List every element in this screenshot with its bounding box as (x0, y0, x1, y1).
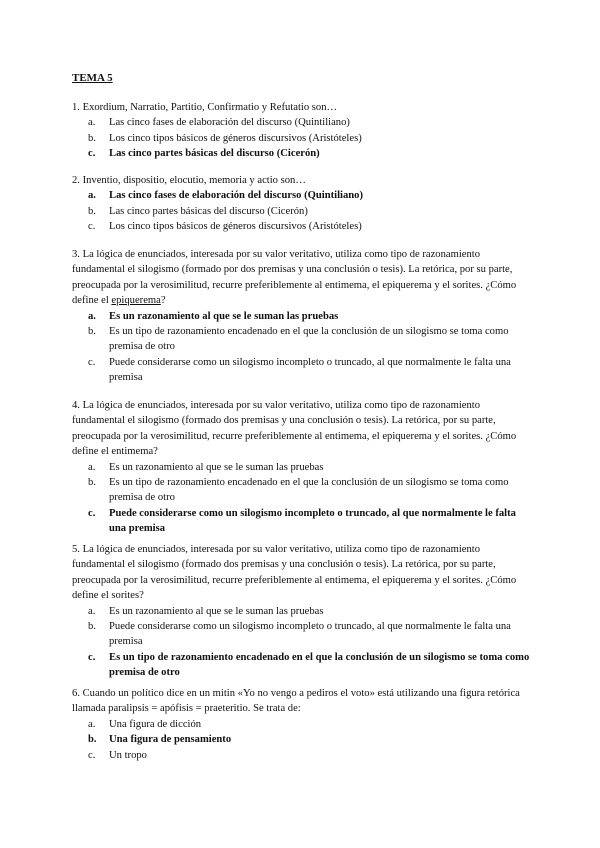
option-b-correct: b. Una figura de pensamiento (88, 734, 232, 746)
option-list (72, 188, 534, 234)
option-text: Es un razonamiento al que se le suman las pruebas (109, 605, 324, 617)
option-text: Es un tipo de razonamiento encadenado en el que la conclusión de un silogismo se toma como premisa de otro (109, 651, 530, 679)
option-list (72, 717, 534, 763)
question-stem: 4. La lógica de enunciados, interesada por su valor veritativo, utiliza como tipo de razonamiento fundamental el silogismo (formado dos premisas y una conclusión o tesis). La retórica, por su parte, preocupada por la verosimilitud, recurre preferiblemente al entimema, el epiquerema y el sorites. ¿Cómo define el entimema? (72, 400, 517, 458)
option-b: b. Puede considerarse como un silogismo incompleto o truncado, al que normalmente le falta una premisa (88, 621, 511, 648)
question-stem: 3. La lógica de enunciados, interesada por su valor veritativo, utiliza como tipo de razonamiento fundamental el silogismo (formado por dos premisas y una conclusión o tesis). La retórica, por su parte, preocupada por la verosimilitud, recurre preferiblemente al entimema, el epiquerema y el sorites. ¿Cómo define el epiquerema? (72, 249, 517, 307)
option-a-correct: a. Las cinco fases de elaboración del discurso (Quintiliano) (88, 190, 363, 202)
option-a-correct: a. Es un razonamiento al que se le suman las pruebas (88, 310, 339, 322)
option-b: b. Los cinco tipos básicos de géneros discursivos (Aristóteles) (88, 132, 362, 144)
option-text: Es un razonamiento al que se le suman las pruebas (109, 310, 339, 322)
question-4 (72, 398, 534, 537)
option-text: Es un tipo de razonamiento encadenado en el que la conclusión de un silogismo se toma como premisa de otro (109, 477, 509, 504)
underlined-term: epiquerema (111, 295, 161, 307)
option-a: a. Es un razonamiento al que se le suman las pruebas (88, 605, 324, 617)
question-5 (72, 542, 534, 681)
option-b: b. Las cinco partes básicas del discurso (Cicerón) (88, 205, 308, 217)
option-c: c. Un tropo (88, 749, 147, 761)
option-text: Puede considerarse como un silogismo incompleto o truncado, al que normalmente le falta una premisa (109, 507, 516, 535)
option-text: Es un tipo de razonamiento encadenado en el que la conclusión de un silogismo se toma como premisa de otro (109, 326, 509, 353)
option-c-correct: c. Las cinco partes básicas del discurso (Cicerón) (88, 148, 320, 160)
option-text: Los cinco tipos básicos de géneros discursivos (Aristóteles) (109, 132, 362, 144)
question-stem: 6. Cuando un político dice en un mitin «Yo no vengo a pediros el voto» está utilizando una figura retórica llamada paralipsis = apófisis = praeteritio. Se trata de: (72, 688, 520, 715)
question-6 (72, 686, 534, 763)
question-stem: 1. Exordium, Narratio, Partitio, Confirmatio y Refutatio son… (72, 102, 338, 113)
option-text: Puede considerarse como un silogismo incompleto o truncado, al que normalmente le falta una premisa (109, 621, 511, 648)
option-b: b. Es un tipo de razonamiento encadenado en el que la conclusión de un silogismo se toma como premisa de otro (88, 326, 509, 353)
option-text: Los cinco tipos básicos de géneros discursivos (Aristóteles) (109, 221, 362, 233)
option-text: Es un razonamiento al que se le suman las pruebas (109, 461, 324, 473)
option-text: Puede considerarse como un silogismo incompleto o truncado, al que normalmente le falta una premisa (109, 356, 511, 384)
question-3 (72, 247, 534, 386)
option-text: Las cinco partes básicas del discurso (Cicerón) (109, 205, 308, 217)
option-c-correct: c. Es un tipo de razonamiento encadenado en el que la conclusión de un silogismo se toma como premisa de otro (88, 651, 530, 679)
option-list (72, 115, 534, 161)
option-text: Las cinco partes básicas del discurso (Cicerón) (109, 148, 320, 160)
option-c: c. Los cinco tipos básicos de géneros discursivos (Aristóteles) (88, 221, 362, 233)
question-1 (72, 100, 534, 162)
page-title: TEMA 5 (72, 72, 113, 84)
question-2 (72, 173, 534, 235)
option-a: a. Es un razonamiento al que se le suman las pruebas (88, 461, 324, 473)
option-list (72, 309, 534, 386)
option-text: Las cinco fases de elaboración del discurso (Quintiliano) (109, 190, 363, 202)
option-a: a. Una figura de dicción (88, 718, 202, 730)
option-list (72, 460, 534, 537)
option-b: b. Es un tipo de razonamiento encadenado en el que la conclusión de un silogismo se toma como premisa de otro (88, 477, 509, 504)
option-a: a. Las cinco fases de elaboración del discurso (Quintiliano) (88, 117, 350, 129)
option-list (72, 604, 534, 681)
option-text: Un tropo (109, 749, 147, 761)
option-text: Las cinco fases de elaboración del discurso (Quintiliano) (109, 117, 350, 129)
question-stem: 5. La lógica de enunciados, interesada por su valor veritativo, utiliza como tipo de razonamiento fundamental el silogismo (formado dos premisas y una conclusión o tesis). La retórica, por su parte, preocupada por la verosimilitud, recurre preferiblemente al entimema, el epiquerema y el sorites. ¿Cómo define el sorites? (72, 544, 517, 602)
option-c: c. Puede considerarse como un silogismo incompleto o truncado, al que normalmente le falta una premisa (88, 356, 511, 384)
question-stem: 2. Inventio, dispositio, elocutio, memoria y actio son… (72, 175, 306, 186)
option-text: Una figura de pensamiento (109, 734, 232, 746)
option-text: Una figura de dicción (109, 718, 202, 730)
option-c-correct: c. Puede considerarse como un silogismo incompleto o truncado, al que normalmente le falta una premisa (88, 507, 516, 535)
